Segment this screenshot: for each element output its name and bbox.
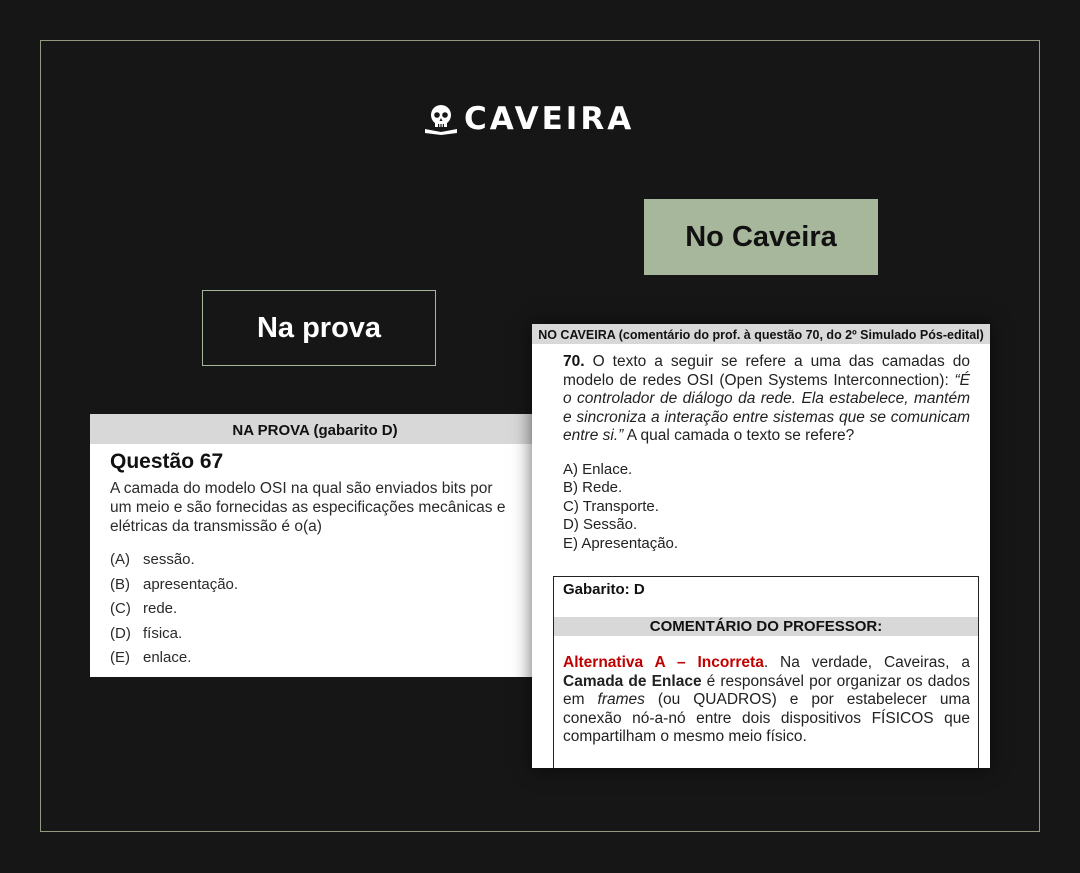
answer-key: Gabarito: D [563,581,645,598]
incorrect-alternative-label: Alternativa A – Incorreta [563,654,764,671]
caveira-option-e: E) Apresentação. [563,534,679,552]
comment-text: Alternativa A – Incorreta. Na verdade, Caveiras, a Camada de Enlace é responsável por organizar os dados em frames (ou QUADROS) e por estabelecer uma conexão nó-a-nó entre dois dispositivos FÍSICOS que compartilham o mesmo meio físico. [563,654,970,745]
exam-question-card [90,414,540,677]
caveira-option-b: B) Rede. [563,479,623,496]
skull-icon [424,103,458,135]
question-title: Questão 67 [110,450,224,473]
label-no-caveira: No Caveira [644,199,878,275]
question-line: A camada do modelo OSI na qual são enviados bits por [110,480,493,497]
caveira-option-d: D) Sessão. [563,516,638,533]
caveira-answer-options [563,461,990,554]
option-a: (A) sessão. [110,551,195,568]
caveira-question-text: 70. O texto a seguir se refere a uma das camadas do modelo de redes OSI (Open Systems Interconnection): “É o controlador de diálogo da rede. Ela estabelece, mantém e sincroniza a interação entre sistemas que se comunicam entre si.” A qual camada o texto se refere? [563,353,970,444]
comment-header: COMENTÁRIO DO PROFESSOR: [554,617,978,636]
caveira-option-c: C) Transporte. [563,497,659,515]
question-line: elétricas da transmissão é o(a) [110,518,322,535]
option-e: (E) enlace. [110,649,192,666]
brand-logo [424,101,634,137]
answer-options [110,548,540,671]
caveira-question-card [532,324,990,768]
option-c: (C) rede. [110,600,178,617]
exam-card-header: NA PROVA (gabarito D) [90,414,540,444]
label-na-prova: Na prova [202,290,436,366]
question-text [110,479,540,536]
caveira-card-header: NO CAVEIRA (comentário do prof. à questão 70, do 2º Simulado Pós-edital) [532,324,990,344]
brand-name: CAVEIRA [464,101,635,137]
option-d: (D) física. [110,624,183,642]
question-line: um meio e são fornecidas as especificações mecânicas e [110,499,506,516]
option-b: (B) apresentação. [110,575,239,593]
professor-comment-box [553,576,979,768]
caveira-option-a: A) Enlace. [563,460,633,478]
